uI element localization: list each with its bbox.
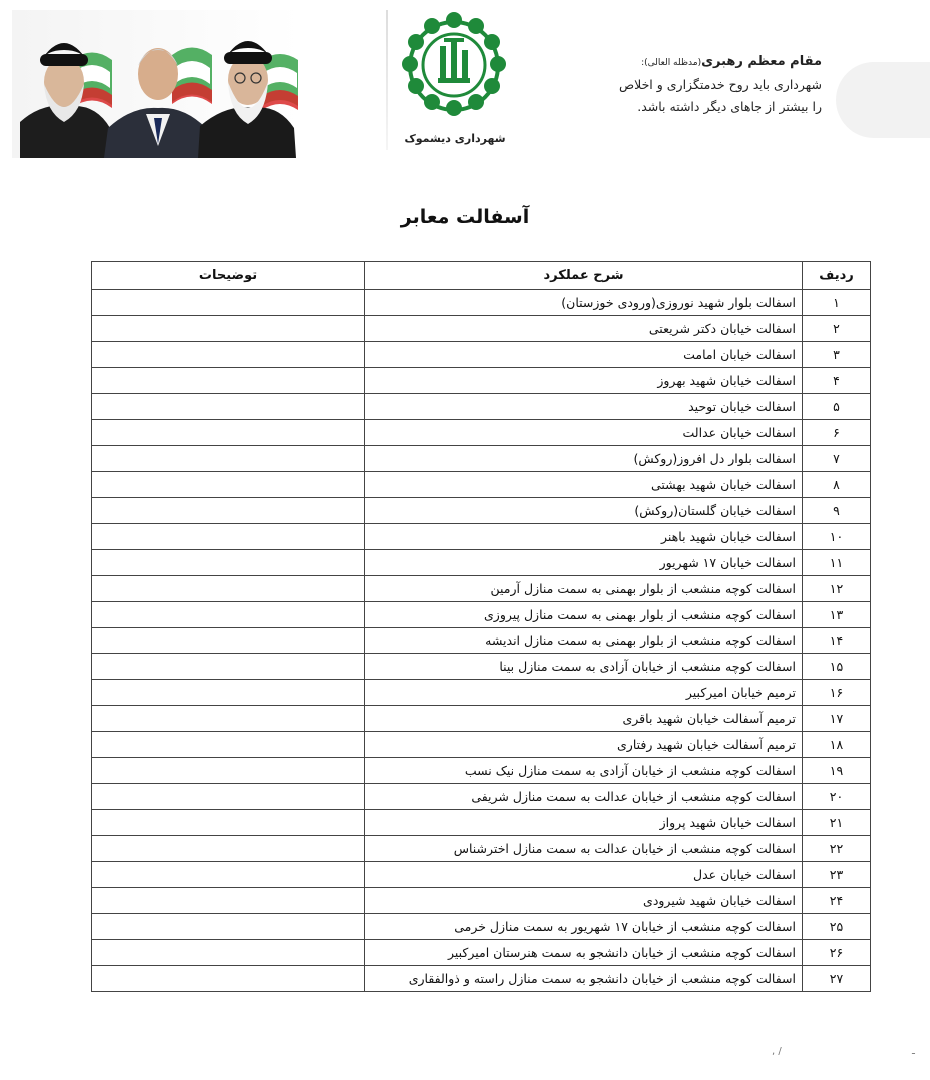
scan-mark: , / [772, 1046, 782, 1057]
row-description: اسفالت خیابان شهید بهشتی [365, 472, 803, 498]
row-index: ۱۰ [803, 524, 871, 550]
table-row [92, 420, 871, 446]
row-description: اسفالت کوچه منشعب از بلوار بهمنی به سمت منازل پیروزی [365, 602, 803, 628]
row-index: ۱۹ [803, 758, 871, 784]
row-index: ۲ [803, 316, 871, 342]
row-description: اسفالت خیابان ۱۷ شهریور [365, 550, 803, 576]
table-row [92, 888, 871, 914]
row-description: اسفالت کوچه منشعب از خیابان عدالت به سمت منازل اخترشناس [365, 836, 803, 862]
row-index: ۱۲ [803, 576, 871, 602]
row-notes [92, 680, 365, 706]
quote-honorific: (مدظله العالی): [641, 58, 702, 68]
document-title: آسفالت معابر [400, 206, 530, 228]
row-notes [92, 654, 365, 680]
row-description: اسفالت بلوار شهید نوروزی(ورودی خوزستان) [365, 290, 803, 316]
row-index: ۲۴ [803, 888, 871, 914]
row-description: اسفالت کوچه منشعب از خیابان دانشجو به سمت هنرستان امیرکبیر [365, 940, 803, 966]
row-notes [92, 342, 365, 368]
row-index: ۹ [803, 498, 871, 524]
row-index: ۱ [803, 290, 871, 316]
table-row [92, 446, 871, 472]
header-notes: توضیحات [92, 262, 365, 290]
row-index: ۴ [803, 368, 871, 394]
table-row [92, 966, 871, 992]
municipality-emblem-icon [394, 8, 514, 128]
table-row [92, 290, 871, 316]
quote-line-1: شهرداری باید روح خدمتگزاری و اخلاص [619, 77, 822, 92]
row-description: اسفالت کوچه منشعب از خیابان آزادی به سمت منازل نیک نسب [365, 758, 803, 784]
row-description: اسفالت کوچه منشعب از بلوار بهمنی به سمت منازل اندیشه [365, 628, 803, 654]
row-description: اسفالت کوچه منشعب از خیابان ۱۷ شهریور به سمت منازل خرمی [365, 914, 803, 940]
row-notes [92, 472, 365, 498]
row-index: ۷ [803, 446, 871, 472]
row-notes [92, 394, 365, 420]
table-row [92, 394, 871, 420]
table-row [92, 602, 871, 628]
table-row [92, 498, 871, 524]
row-index: ۱۸ [803, 732, 871, 758]
row-description: ترمیم خیابان امیرکبیر [365, 680, 803, 706]
row-description: اسفالت کوچه منشعب از بلوار بهمنی به سمت منازل آرمین [365, 576, 803, 602]
row-notes [92, 498, 365, 524]
table-row [92, 368, 871, 394]
table-row [92, 862, 871, 888]
quote-line-2: را بیشتر از جاهای دیگر داشته باشد. [637, 99, 822, 114]
row-notes [92, 420, 365, 446]
row-description: اسفالت خیابان شهید شیرودی [365, 888, 803, 914]
row-notes [92, 914, 365, 940]
row-notes [92, 810, 365, 836]
row-description: اسفالت خیابان امامت [365, 342, 803, 368]
scan-mark: ـ [912, 1046, 915, 1057]
table-row [92, 758, 871, 784]
table-body [92, 290, 871, 992]
row-index: ۲۵ [803, 914, 871, 940]
performance-table [91, 261, 871, 992]
table-row [92, 472, 871, 498]
decorative-side-shape [836, 62, 930, 138]
row-index: ۶ [803, 420, 871, 446]
row-index: ۳ [803, 342, 871, 368]
portraits-banner [12, 10, 300, 158]
table-row [92, 706, 871, 732]
row-description: اسفالت کوچه منشعب از خیابان عدالت به سمت منازل شریفی [365, 784, 803, 810]
portraits-illustration [12, 10, 300, 158]
row-notes [92, 628, 365, 654]
row-description: اسفالت خیابان شهید بهروز [365, 368, 803, 394]
logo-caption: شهرداری دیشموک [404, 132, 506, 145]
table-row [92, 524, 871, 550]
row-notes [92, 706, 365, 732]
table-row [92, 836, 871, 862]
projects-table [91, 261, 870, 992]
row-description: اسفالت خیابان شهید پرواز [365, 810, 803, 836]
header-description: شرح عملکرد [365, 262, 803, 290]
row-notes [92, 888, 365, 914]
table-row [92, 680, 871, 706]
row-index: ۱۱ [803, 550, 871, 576]
table-row [92, 654, 871, 680]
row-index: ۱۳ [803, 602, 871, 628]
row-notes [92, 550, 365, 576]
row-index: ۲۳ [803, 862, 871, 888]
table-header-row [92, 262, 871, 290]
row-description: اسفالت خیابان شهید باهنر [365, 524, 803, 550]
flag-middle [172, 48, 212, 105]
row-index: ۲۲ [803, 836, 871, 862]
row-notes [92, 862, 365, 888]
table-row [92, 732, 871, 758]
row-description: اسفالت خیابان دکتر شریعتی [365, 316, 803, 342]
table-row [92, 316, 871, 342]
row-notes [92, 316, 365, 342]
row-index: ۱۶ [803, 680, 871, 706]
row-notes [92, 784, 365, 810]
table-row [92, 550, 871, 576]
row-description: ترمیم آسفالت خیابان شهید باقری [365, 706, 803, 732]
row-notes [92, 732, 365, 758]
quote-heading [522, 50, 822, 74]
row-description: اسفالت خیابان عدل [365, 862, 803, 888]
row-index: ۸ [803, 472, 871, 498]
quote-title: مقام معظم رهبری [701, 54, 822, 69]
header-divider [386, 10, 388, 150]
table-row [92, 628, 871, 654]
table-row [92, 576, 871, 602]
row-index: ۱۵ [803, 654, 871, 680]
table-row [92, 342, 871, 368]
row-notes [92, 576, 365, 602]
table-row [92, 940, 871, 966]
row-index: ۲۷ [803, 966, 871, 992]
row-description: اسفالت خیابان توحید [365, 394, 803, 420]
row-notes [92, 290, 365, 316]
row-notes [92, 758, 365, 784]
row-index: ۱۴ [803, 628, 871, 654]
row-description: اسفالت کوچه منشعب از خیابان آزادی به سمت منازل بینا [365, 654, 803, 680]
row-notes [92, 836, 365, 862]
row-index: ۲۰ [803, 784, 871, 810]
row-notes [92, 524, 365, 550]
table-row [92, 810, 871, 836]
row-description: اسفالت بلوار دل افروز(روکش) [365, 446, 803, 472]
row-notes [92, 446, 365, 472]
row-description: اسفالت کوچه منشعب از خیابان دانشجو به سمت منازل راسته و ذوالفقاری [365, 966, 803, 992]
row-description: ترمیم آسفالت خیابان شهید رفتاری [365, 732, 803, 758]
row-index: ۵ [803, 394, 871, 420]
table-row [92, 784, 871, 810]
table-row [92, 914, 871, 940]
row-notes [92, 368, 365, 394]
row-description: اسفالت خیابان عدالت [365, 420, 803, 446]
row-index: ۱۷ [803, 706, 871, 732]
row-description: اسفالت خیابان گلستان(روکش) [365, 498, 803, 524]
leader-quote [522, 50, 822, 118]
header-index: ردیف [803, 262, 871, 290]
row-notes [92, 602, 365, 628]
row-notes [92, 940, 365, 966]
row-notes [92, 966, 365, 992]
row-index: ۲۱ [803, 810, 871, 836]
row-index: ۲۶ [803, 940, 871, 966]
